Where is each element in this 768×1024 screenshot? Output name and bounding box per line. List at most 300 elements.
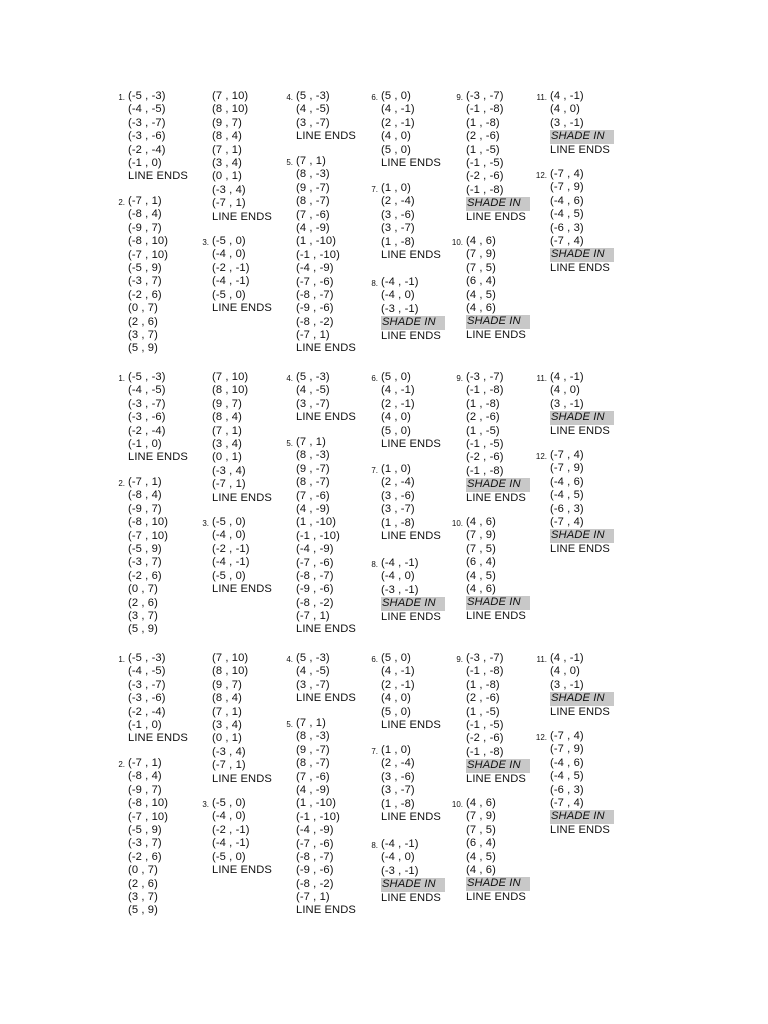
problem-2: [118, 195, 169, 356]
coordinate-pair: (-7 , 9): [550, 743, 584, 756]
coordinate-pair: (-5 , 0): [212, 850, 246, 863]
coordinate-pair: (-4 , -9): [296, 824, 334, 837]
coordinate-pair: (-4 , -9): [296, 543, 334, 556]
coordinate-pair: (7 , 9): [466, 529, 496, 542]
problem-number: 7.: [371, 466, 378, 475]
coordinate-pair: (-3 , -6): [128, 130, 166, 143]
coordinate-pair: (2 , -4): [381, 195, 415, 208]
coordinate-pair: (-5 , 0): [212, 235, 246, 247]
coordinate-pair: (-7 , 4): [550, 168, 584, 180]
coordinate-pair: (5 , 0): [381, 424, 411, 437]
coordinate-pair: (2 , -1): [381, 397, 415, 410]
coordinate-pair: (-2 , 6): [128, 288, 162, 301]
coordinate-pair: (1 , -5): [466, 705, 500, 718]
problem-4: [286, 652, 356, 706]
line-ends-label: LINE ENDS: [381, 156, 441, 169]
coordinate-pair: (8 , -7): [296, 195, 330, 208]
coordinate-pair: (-1 , 0): [128, 156, 162, 169]
shade-in-label: SHADE IN: [550, 411, 614, 424]
line-ends-label: LINE ENDS: [381, 718, 441, 731]
coordinate-pair: (7 , 10): [212, 371, 249, 383]
coordinate-pair: (2 , 6): [128, 596, 158, 609]
coordinate-pair: (2 , -6): [466, 411, 500, 424]
coordinate-pair: (-5 , -3): [128, 90, 166, 102]
coordinate-pair: (-2 , -1): [212, 823, 250, 836]
coordinate-pair: (-8 , -7): [296, 288, 334, 301]
line-ends-label: LINE ENDS: [466, 491, 526, 504]
instruction-line: [550, 248, 614, 261]
coordinate-pair: (4 , -5): [296, 665, 330, 678]
coordinate-pair: (2 , -6): [466, 130, 500, 143]
problem-5: [286, 717, 356, 918]
coordinate-pair: (7 , 1): [296, 155, 326, 167]
line-ends-label: LINE ENDS: [296, 342, 356, 355]
coordinate-pair: (9 , 7): [212, 116, 242, 129]
coordinate-pair: (-2 , -1): [212, 542, 250, 555]
coordinate-pair: (-4 , -5): [128, 384, 166, 397]
coordinate-pair: (8 , 4): [212, 692, 242, 705]
problem-number: 8.: [371, 279, 378, 288]
coordinate-pair: (-2 , 6): [128, 569, 162, 582]
coordinate-pair: (-3 , 4): [212, 464, 246, 477]
problem-number: 8.: [371, 560, 378, 569]
coordinate-pair: (-4 , 0): [212, 529, 246, 542]
coordinate-pair: (7 , 5): [466, 542, 496, 555]
coordinate-pair: (-1 , -8): [466, 384, 504, 397]
line-ends-label: LINE ENDS: [212, 210, 272, 223]
coordinate-pair: (8 , 4): [212, 411, 242, 424]
line-ends-label: LINE ENDS: [550, 143, 610, 156]
coordinate-pair: (7 , 10): [212, 90, 249, 102]
coordinate-pair: (1 , -5): [466, 424, 500, 437]
line-ends-label: LINE ENDS: [296, 623, 356, 636]
coordinate-pair: (3 , -7): [296, 116, 330, 129]
coordinate-pair: (-7 , 10): [128, 248, 169, 261]
coordinate-pair: (-7 , 1): [212, 759, 246, 772]
coordinate-pair: (1 , -8): [466, 116, 500, 129]
coordinate-pair: (-3 , 4): [212, 183, 246, 196]
coordinate-pair: (-1 , -8): [466, 183, 504, 196]
problem-12: [535, 449, 614, 556]
problem-9: [456, 652, 530, 786]
problem-number: 2.: [118, 198, 125, 207]
problem-number: 12.: [535, 171, 547, 180]
coordinate-pair: (-7 , 4): [550, 449, 584, 461]
coordinate-pair: (1 , 0): [381, 182, 411, 194]
problem-number: 4.: [286, 374, 293, 383]
coordinate-pair: (5 , 0): [381, 143, 411, 156]
line-ends-label: LINE ENDS: [550, 542, 610, 555]
coordinate-pair: (4 , -1): [550, 652, 584, 664]
coordinate-pair: (4 , -9): [296, 221, 330, 234]
coordinate-pair: (9 , -7): [296, 462, 330, 475]
line-ends-label: LINE ENDS: [550, 424, 610, 437]
instruction-line: [466, 478, 530, 491]
coordinate-pair: (-4 , -9): [296, 262, 334, 275]
coordinate-pair: (4 , 0): [381, 130, 411, 143]
problem-5: [286, 436, 356, 637]
coordinate-pair: (-4 , -1): [381, 557, 419, 569]
shade-in-label: SHADE IN: [550, 248, 614, 261]
coordinate-pair: (4 , -1): [550, 371, 584, 383]
coordinate-pair: (-8 , -7): [296, 850, 334, 863]
coordinate-pair: (3 , -1): [550, 397, 584, 410]
coordinate-pair: (-8 , -7): [296, 569, 334, 582]
problem-4: [286, 371, 356, 425]
problem-6: [371, 652, 441, 732]
coordinate-pair: (-5 , 9): [128, 261, 162, 274]
coordinate-pair: (5 , 9): [128, 904, 158, 917]
coordinate-pair: (4 , -1): [381, 384, 415, 397]
problem-number: 7.: [371, 185, 378, 194]
problem-number: 12.: [535, 733, 547, 742]
coordinate-pair: (4 , 0): [381, 411, 411, 424]
coordinate-pair: (-7 , -6): [296, 837, 334, 850]
coordinate-pair: (-4 , -1): [381, 276, 419, 288]
coordinate-pair: (-1 , 0): [128, 718, 162, 731]
problem-1: [118, 371, 188, 465]
coordinate-pair: (-4 , -1): [212, 556, 250, 569]
line-ends-label: LINE ENDS: [296, 411, 356, 424]
coordinate-pair: (1 , 0): [381, 744, 411, 756]
coordinate-pair: (-2 , -4): [128, 705, 166, 718]
shade-in-label: SHADE IN: [466, 315, 530, 328]
coordinate-pair: (5 , 9): [128, 623, 158, 636]
coordinate-pair: (-4 , 0): [381, 570, 415, 583]
coordinate-pair: (-9 , 7): [128, 502, 162, 515]
coordinate-pair: (4 , 6): [466, 863, 496, 876]
line-ends-label: LINE ENDS: [381, 529, 441, 542]
coordinate-pair: (4 , 6): [466, 301, 496, 314]
coordinate-pair: (7 , 9): [466, 248, 496, 261]
shade-in-label: SHADE IN: [466, 478, 530, 491]
shade-in-label: SHADE IN: [550, 529, 614, 542]
problem-2: [118, 757, 169, 918]
problem-5: [286, 155, 356, 356]
coordinate-pair: (-1 , -10): [296, 529, 340, 542]
coordinate-pair: (4 , -5): [296, 103, 330, 116]
coordinate-pair: (4 , 6): [466, 582, 496, 595]
coordinate-pair: (-4 , -1): [212, 837, 250, 850]
instruction-line: [550, 411, 614, 424]
coordinate-pair: (-8 , 4): [128, 208, 162, 221]
line-ends-label: LINE ENDS: [296, 130, 356, 143]
problem-continued: [212, 90, 272, 224]
shade-in-label: SHADE IN: [550, 130, 614, 143]
shade-in-label: SHADE IN: [381, 597, 445, 610]
coordinate-pair: (4 , -1): [550, 90, 584, 102]
coordinate-pair: (8 , 10): [212, 665, 249, 678]
coordinate-pair: (-7 , 10): [128, 810, 169, 823]
problem-number: 2.: [118, 479, 125, 488]
problem-number: 1.: [118, 93, 125, 102]
coordinate-pair: (9 , -7): [296, 743, 330, 756]
coordinate-pair: (-3 , 7): [128, 837, 162, 850]
problem-number: 2.: [118, 760, 125, 769]
coordinate-pair: (1 , -10): [296, 516, 337, 529]
coordinate-pair: (-7 , -6): [296, 275, 334, 288]
coordinate-pair: (8 , -7): [296, 476, 330, 489]
problem-7: [371, 744, 441, 824]
coordinate-pair: (0 , 7): [128, 583, 158, 596]
coordinate-pair: (7 , 9): [466, 810, 496, 823]
line-ends-label: LINE ENDS: [212, 491, 272, 504]
coordinate-pair: (-7 , 1): [128, 476, 162, 488]
coordinate-pair: (3 , -7): [381, 222, 415, 235]
coordinate-pair: (-2 , -4): [128, 143, 166, 156]
coordinate-pair: (-8 , 4): [128, 489, 162, 502]
problem-7: [371, 182, 441, 262]
instruction-line: [381, 878, 445, 891]
coordinate-pair: (4 , -5): [296, 384, 330, 397]
coordinate-pair: (7 , 5): [466, 823, 496, 836]
coordinate-pair: (-9 , -6): [296, 302, 334, 315]
line-ends-label: LINE ENDS: [381, 610, 441, 623]
coordinate-pair: (4 , 6): [466, 235, 496, 247]
coordinate-pair: (-7 , 1): [296, 610, 330, 623]
line-ends-label: LINE ENDS: [466, 328, 526, 341]
coordinate-pair: (-7 , 10): [128, 529, 169, 542]
coordinate-pair: (1 , -8): [466, 397, 500, 410]
coordinate-pair: (4 , -1): [381, 103, 415, 116]
coordinate-pair: (9 , -7): [296, 181, 330, 194]
coordinate-pair: (3 , -1): [550, 678, 584, 691]
coordinate-pair: (2 , -1): [381, 116, 415, 129]
coordinate-pair: (2 , -4): [381, 476, 415, 489]
coordinate-pair: (-4 , 5): [550, 208, 584, 221]
coordinate-pair: (7 , 5): [466, 261, 496, 274]
problem-10: [451, 797, 530, 904]
coordinate-pair: (0 , 1): [212, 170, 242, 183]
coordinate-pair: (-7 , 1): [212, 478, 246, 491]
line-ends-label: LINE ENDS: [550, 261, 610, 274]
coordinate-pair: (-8 , 10): [128, 235, 169, 248]
coordinate-pair: (-1 , -8): [466, 103, 504, 116]
coordinate-pair: (2 , 6): [128, 877, 158, 890]
coordinate-pair: (1 , -8): [381, 516, 415, 529]
coordinate-pair: (8 , -3): [296, 449, 330, 462]
coordinate-pair: (-4 , -1): [212, 275, 250, 288]
instruction-line: [466, 596, 530, 609]
coordinate-pair: (5 , 0): [381, 371, 411, 383]
coordinate-pair: (5 , -3): [296, 90, 330, 102]
coordinate-pair: (1 , -5): [466, 143, 500, 156]
coordinate-pair: (4 , -9): [296, 502, 330, 515]
problem-8: [371, 838, 445, 905]
coordinate-pair: (-9 , -6): [296, 864, 334, 877]
shade-in-label: SHADE IN: [466, 197, 530, 210]
coordinate-pair: (-4 , 6): [550, 756, 584, 769]
problem-number: 11.: [536, 374, 547, 383]
coordinate-pair: (5 , 0): [381, 652, 411, 664]
coordinate-pair: (-3 , 4): [212, 745, 246, 758]
problem-1: [118, 90, 188, 184]
coordinate-pair: (0 , 1): [212, 732, 242, 745]
coordinate-pair: (-5 , -3): [128, 371, 166, 383]
line-ends-label: LINE ENDS: [296, 904, 356, 917]
coordinate-pair: (1 , -8): [381, 797, 415, 810]
coordinate-pair: (6 , 4): [466, 275, 496, 288]
coordinate-pair: (5 , 0): [381, 90, 411, 102]
coordinate-pair: (3 , -7): [381, 784, 415, 797]
problem-9: [456, 90, 530, 224]
coordinate-pair: (-7 , 1): [212, 197, 246, 210]
coordinate-pair: (5 , 9): [128, 342, 158, 355]
coordinate-pair: (3 , 7): [128, 609, 158, 622]
line-ends-label: LINE ENDS: [466, 210, 526, 223]
coordinate-pair: (8 , 10): [212, 103, 249, 116]
coordinate-pair: (3 , 4): [212, 437, 242, 450]
shade-in-label: SHADE IN: [466, 596, 530, 609]
line-ends-label: LINE ENDS: [128, 170, 188, 183]
coordinate-pair: (-5 , 0): [212, 288, 246, 301]
coordinate-pair: (2 , 6): [128, 315, 158, 328]
coordinate-pair: (-7 , 1): [128, 757, 162, 769]
problem-10: [451, 235, 530, 342]
shade-in-label: SHADE IN: [466, 759, 530, 772]
coordinate-pair: (7 , 1): [296, 717, 326, 729]
problem-number: 8.: [371, 841, 378, 850]
problem-number: 5.: [286, 158, 293, 167]
problem-9: [456, 371, 530, 505]
coordinate-pair: (-1 , -8): [466, 464, 504, 477]
coordinate-pair: (-5 , 0): [212, 797, 246, 809]
coordinate-pair: (-3 , 7): [128, 556, 162, 569]
problem-number: 3.: [202, 800, 209, 809]
coordinate-pair: (1 , 0): [381, 463, 411, 475]
line-ends-label: LINE ENDS: [466, 609, 526, 622]
coordinate-pair: (-6 , 3): [550, 502, 584, 515]
coordinate-pair: (-1 , -5): [466, 437, 504, 450]
coordinate-pair: (0 , 7): [128, 864, 158, 877]
coordinate-pair: (-4 , -5): [128, 665, 166, 678]
problem-4: [286, 90, 356, 144]
coordinate-pair: (4 , -9): [296, 783, 330, 796]
line-ends-label: LINE ENDS: [550, 823, 610, 836]
line-ends-label: LINE ENDS: [212, 582, 272, 595]
coordinate-pair: (-4 , 5): [550, 770, 584, 783]
coordinate-pair: (-5 , 9): [128, 823, 162, 836]
coordinate-pair: (-2 , -1): [212, 261, 250, 274]
coordinate-pair: (-5 , 0): [212, 516, 246, 528]
coordinate-pair: (-7 , 9): [550, 181, 584, 194]
coordinate-pair: (-3 , -7): [128, 678, 166, 691]
problem-3: [202, 235, 272, 315]
coordinate-pair: (3 , 7): [128, 890, 158, 903]
coordinate-pair: (7 , 1): [212, 705, 242, 718]
coordinate-pair: (-1 , -5): [466, 156, 504, 169]
problem-11: [536, 371, 614, 438]
shade-in-label: SHADE IN: [381, 316, 445, 329]
problem-number: 6.: [371, 374, 378, 383]
problem-continued: [212, 652, 272, 786]
coordinate-pair: (-4 , 6): [550, 194, 584, 207]
coordinate-pair: (3 , -7): [296, 397, 330, 410]
coordinate-pair: (1 , -10): [296, 797, 337, 810]
coordinate-pair: (-5 , -3): [128, 652, 166, 664]
coordinate-pair: (4 , 5): [466, 850, 496, 863]
coordinate-pair: (-7 , 4): [550, 796, 584, 809]
coordinate-pair: (-4 , 5): [550, 489, 584, 502]
problem-10: [451, 516, 530, 623]
coordinate-pair: (-2 , -6): [466, 451, 504, 464]
coordinate-pair: (4 , 6): [466, 797, 496, 809]
line-ends-label: LINE ENDS: [381, 329, 441, 342]
coordinate-pair: (-2 , -6): [466, 170, 504, 183]
coordinate-pair: (1 , -10): [296, 235, 337, 248]
coordinate-pair: (-7 , 4): [550, 730, 584, 742]
coordinate-pair: (7 , -6): [296, 770, 330, 783]
coordinate-pair: (-3 , -1): [381, 302, 419, 315]
coordinate-pair: (-3 , -7): [466, 652, 504, 664]
coordinate-pair: (4 , 5): [466, 288, 496, 301]
coordinate-pair: (-7 , -6): [296, 556, 334, 569]
problem-6: [371, 90, 441, 170]
problem-number: 6.: [371, 93, 378, 102]
line-ends-label: LINE ENDS: [466, 890, 526, 903]
problem-8: [371, 557, 445, 624]
problem-number: 3.: [202, 519, 209, 528]
coordinate-pair: (9 , 7): [212, 678, 242, 691]
coordinate-pair: (-7 , 4): [550, 234, 584, 247]
coordinate-pair: (-3 , -6): [128, 411, 166, 424]
coordinate-pair: (-8 , -2): [296, 596, 334, 609]
coordinate-pair: (-4 , 0): [381, 851, 415, 864]
coordinate-pair: (3 , -7): [296, 678, 330, 691]
problem-number: 7.: [371, 747, 378, 756]
problem-2: [118, 476, 169, 637]
instruction-line: [466, 877, 530, 890]
coordinate-pair: (5 , -3): [296, 371, 330, 383]
coordinate-pair: (-7 , 9): [550, 462, 584, 475]
coordinate-pair: (3 , -6): [381, 770, 415, 783]
coordinate-pair: (8 , -7): [296, 757, 330, 770]
coordinate-pair: (4 , 0): [381, 692, 411, 705]
coordinate-pair: (-9 , -6): [296, 583, 334, 596]
coordinate-pair: (-5 , 9): [128, 542, 162, 555]
coordinate-pair: (-9 , 7): [128, 783, 162, 796]
problem-number: 10.: [451, 519, 463, 528]
problem-11: [536, 652, 614, 719]
coordinate-pair: (8 , 10): [212, 384, 249, 397]
coordinate-pair: (3 , -6): [381, 489, 415, 502]
coordinate-pair: (1 , -8): [466, 678, 500, 691]
problem-3: [202, 797, 272, 877]
coordinate-pair: (-3 , -7): [466, 371, 504, 383]
coordinate-pair: (0 , 1): [212, 451, 242, 464]
coordinate-pair: (-4 , -5): [128, 103, 166, 116]
problem-number: 5.: [286, 720, 293, 729]
coordinate-pair: (-1 , 0): [128, 437, 162, 450]
problem-number: 10.: [451, 800, 463, 809]
problem-number: 3.: [202, 238, 209, 247]
line-ends-label: LINE ENDS: [296, 692, 356, 705]
line-ends-label: LINE ENDS: [212, 301, 272, 314]
problem-continued: [212, 371, 272, 505]
coordinate-pair: (-4 , 0): [381, 289, 415, 302]
coordinate-pair: (-4 , 0): [212, 810, 246, 823]
problem-number: 12.: [535, 452, 547, 461]
coordinate-pair: (-8 , -2): [296, 315, 334, 328]
coordinate-pair: (-6 , 3): [550, 783, 584, 796]
coordinate-pair: (-2 , -4): [128, 424, 166, 437]
coordinate-pair: (-2 , -6): [466, 732, 504, 745]
instruction-line: [466, 759, 530, 772]
instruction-line: [381, 316, 445, 329]
instruction-line: [381, 597, 445, 610]
coordinate-pair: (-7 , 1): [296, 329, 330, 342]
coordinate-pair: (-7 , 1): [128, 195, 162, 207]
